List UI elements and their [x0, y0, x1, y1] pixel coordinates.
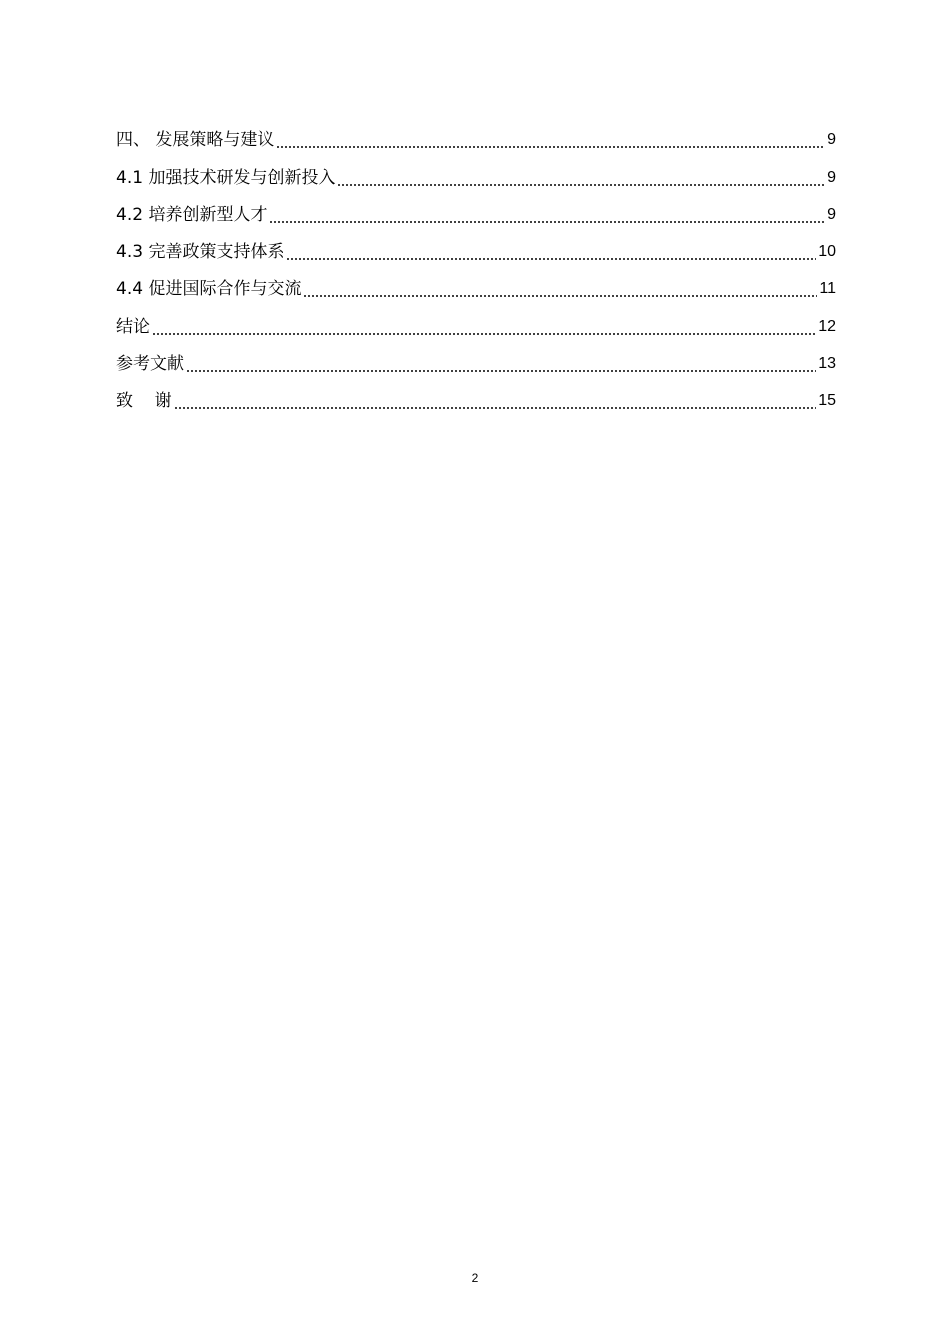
toc-entry-label: 致 谢 — [116, 391, 172, 412]
toc-entry-page: 12 — [818, 317, 836, 335]
toc-entry-page: 9 — [827, 131, 836, 149]
toc-entry-acknowledgements[interactable] — [116, 376, 836, 413]
page-number: 2 — [471, 1271, 479, 1285]
toc-dot-leader — [152, 322, 816, 336]
toc-entry-strategies[interactable] — [116, 115, 836, 152]
toc-entry-label: 4.3 完善政策支持体系 — [116, 242, 285, 263]
toc-entry-page: 11 — [819, 280, 836, 298]
table-of-contents — [116, 115, 836, 413]
toc-dot-leader — [174, 396, 817, 410]
toc-dot-leader — [303, 284, 817, 298]
toc-entry-references[interactable] — [116, 339, 836, 376]
toc-entry-4-3[interactable] — [116, 227, 836, 264]
toc-entry-4-1[interactable] — [116, 152, 836, 189]
toc-entry-conclusion[interactable] — [116, 301, 836, 338]
toc-entry-label: 4.1 加强技术研发与创新投入 — [116, 167, 336, 188]
toc-entry-4-4[interactable] — [116, 264, 836, 301]
toc-dot-leader — [286, 247, 816, 261]
toc-entry-page: 10 — [818, 243, 836, 261]
toc-entry-page: 13 — [818, 355, 836, 373]
toc-dot-leader — [337, 173, 825, 187]
toc-dot-leader — [269, 210, 825, 224]
toc-dot-leader — [276, 135, 825, 149]
toc-entry-label: 四、 发展策略与建议 — [116, 130, 275, 151]
toc-entry-page: 9 — [827, 168, 836, 186]
toc-entry-label: 结论 — [116, 316, 150, 337]
toc-entry-page: 15 — [818, 392, 836, 410]
toc-entry-4-2[interactable] — [116, 190, 836, 227]
toc-entry-label: 4.2 培养创新型人才 — [116, 204, 268, 225]
toc-entry-label: 参考文献 — [116, 354, 184, 375]
toc-entry-label: 4.4 促进国际合作与交流 — [116, 279, 302, 300]
toc-dot-leader — [186, 359, 816, 373]
toc-entry-page: 9 — [827, 205, 836, 223]
